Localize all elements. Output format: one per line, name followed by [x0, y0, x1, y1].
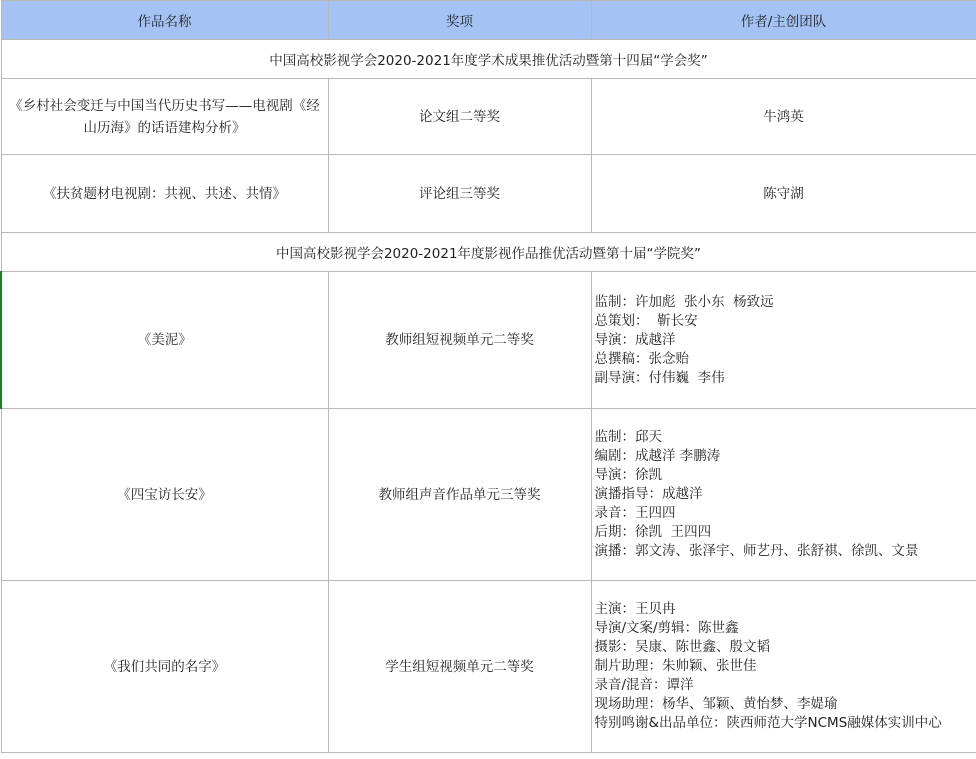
credit-line: 摄影：吴康、陈世鑫、殷文韬	[594, 639, 770, 655]
work-title-cell[interactable]: 《四宝访长安》	[1, 409, 328, 581]
credit-line: 监制：邱天	[594, 429, 662, 445]
section-row	[1, 233, 976, 272]
credit-line: 总撰稿：张念贻	[594, 350, 689, 367]
credit-line: 编剧：成越洋 李鹏涛	[594, 448, 721, 464]
table-row	[1, 409, 976, 581]
award-cell[interactable]: 教师组短视频单元二等奖	[328, 272, 591, 409]
work-title-cell[interactable]: 《美泥》	[1, 272, 328, 409]
credit-line: 录音/混音：谭洋	[594, 677, 694, 693]
credit-line: 主演：王贝冉	[594, 601, 676, 617]
authors-cell[interactable]	[591, 409, 976, 581]
table-row	[1, 79, 976, 155]
section-row	[1, 40, 976, 79]
credit-line: 特别鸣谢&出品单位：陕西师范大学NCMS融媒体实训中心	[594, 715, 942, 731]
credit-line: 总策划： 靳长安	[594, 312, 698, 329]
section-title[interactable]: 中国高校影视学会2020-2021年度学术成果推优活动暨第十四届“学会奖”	[1, 40, 976, 79]
credit-line: 牛鸿英	[763, 108, 804, 125]
header-row	[1, 1, 976, 40]
credit-line: 演播指导：成越洋	[594, 486, 703, 502]
header-authors[interactable]: 作者/主创团队	[591, 1, 976, 40]
authors-cell[interactable]	[591, 79, 976, 155]
authors-cell[interactable]	[591, 581, 976, 753]
credit-line: 演播：郭文涛、张泽宇、师艺丹、张舒祺、徐凯、文景	[594, 543, 919, 559]
credit-line: 导演：徐凯	[594, 467, 662, 483]
credit-line: 陈守湖	[763, 185, 804, 202]
table-row	[1, 155, 976, 233]
credit-line: 副导演：付伟巍 李伟	[594, 369, 725, 386]
section-title[interactable]: 中国高校影视学会2020-2021年度影视作品推优活动暨第十届“学院奖”	[1, 233, 976, 272]
authors-cell[interactable]	[591, 155, 976, 233]
credit-line: 监制：许加彪 张小东 杨致远	[594, 293, 774, 310]
header-work-title[interactable]: 作品名称	[1, 1, 328, 40]
award-cell[interactable]: 教师组声音作品单元三等奖	[328, 409, 591, 581]
credit-line: 制片助理：朱帅颖、张世佳	[594, 658, 757, 674]
table-row	[1, 581, 976, 753]
header-award[interactable]: 奖项	[328, 1, 591, 40]
credit-line: 录音：王四四	[594, 505, 676, 521]
authors-cell[interactable]	[591, 272, 976, 409]
work-title-cell[interactable]: 《乡村社会变迁与中国当代历史书写——电视剧《经山历海》的话语建构分析》	[1, 79, 328, 155]
work-title-cell[interactable]: 《扶贫题材电视剧：共视、共述、共情》	[1, 155, 328, 233]
credit-line: 导演：成越洋	[594, 331, 676, 348]
award-cell[interactable]: 论文组二等奖	[328, 79, 591, 155]
credit-line: 现场助理：杨华、邹颖、黄怡梦、李媞瑜	[594, 696, 838, 712]
table-row	[1, 272, 976, 409]
award-cell[interactable]: 评论组三等奖	[328, 155, 591, 233]
credit-line: 后期：徐凯 王四四	[594, 524, 712, 540]
credit-line: 导演/文案/剪辑：陈世鑫	[594, 620, 739, 636]
award-cell[interactable]: 学生组短视频单元二等奖	[328, 581, 591, 753]
work-title-cell[interactable]: 《我们共同的名字》	[1, 581, 328, 753]
